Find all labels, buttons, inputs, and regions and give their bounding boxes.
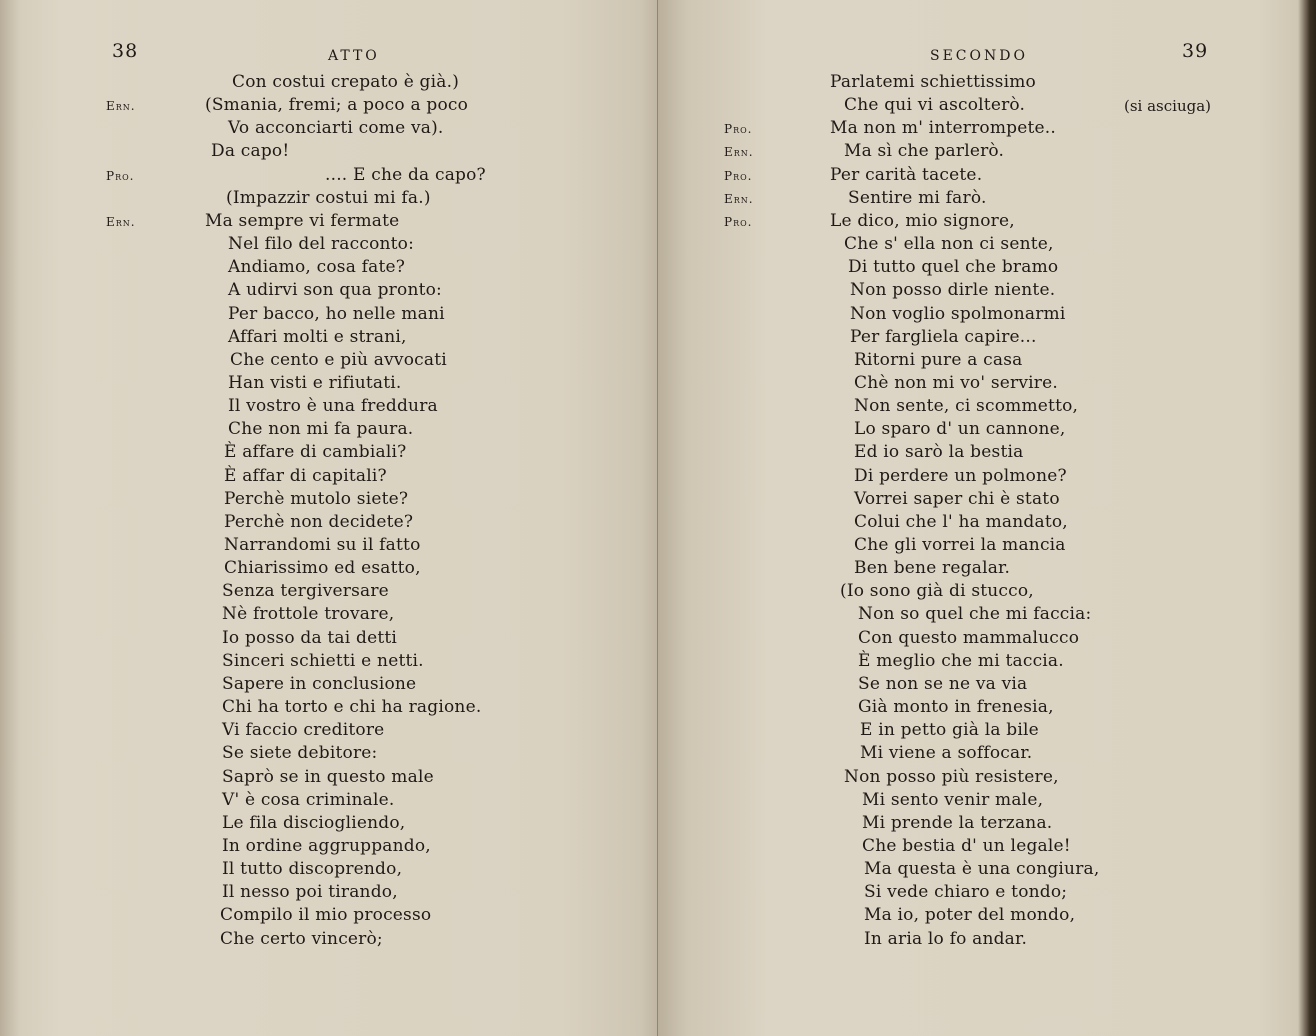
running-head: ATTO (328, 48, 380, 64)
verse-line: Sapere in conclusione (222, 674, 417, 694)
verse-line: Le fila disciogliendo, (222, 813, 406, 833)
page-number: 38 (112, 40, 139, 62)
speaker-label: Pro. (106, 169, 135, 183)
verse-line: Han visti e rifiutati. (228, 373, 402, 393)
verse-line: (Smania, fremi; a poco a poco (205, 95, 469, 115)
verse-line: Già monto in frenesia, (858, 697, 1054, 717)
stage-direction: (si asciuga) (1124, 97, 1212, 115)
verse-line: Per fargliela capire... (850, 327, 1037, 347)
verse-line: Non posso dirle niente. (850, 280, 1056, 300)
verse-line: Nel filo del racconto: (228, 234, 415, 254)
verse-line: Perchè mutolo siete? (224, 489, 409, 509)
verse-line: Ritorni pure a casa (854, 350, 1023, 370)
verse-line: Non voglio spolmonarmi (850, 304, 1066, 324)
running-head: SECONDO (930, 48, 1028, 64)
verse-line: Ben bene regalar. (854, 558, 1011, 578)
verse-line: Perchè non decidete? (224, 512, 414, 532)
verse-line: Andiamo, cosa fate? (228, 257, 406, 277)
speaker-label: Ern. (724, 145, 754, 159)
verse-line: Che bestia d' un legale! (862, 836, 1071, 856)
verse-line: È affar di capitali? (224, 466, 387, 486)
verse-line: Per bacco, ho nelle mani (228, 304, 445, 324)
verse-line: Non sente, ci scommetto, (854, 396, 1079, 416)
verse-line: Chè non mi vo' servire. (854, 373, 1058, 393)
verse-line: Per carità tacete. (830, 165, 983, 185)
verse-line: Saprò se in questo male (222, 767, 434, 787)
verse-line: Il nesso poi tirando, (222, 882, 398, 902)
verse-line: Ed io sarò la bestia (854, 442, 1024, 462)
verse-line: Con costui crepato è già.) (232, 72, 460, 92)
verse-line: Che cento e più avvocati (230, 350, 447, 370)
verse-line: Affari molti e strani, (228, 327, 407, 347)
verse-line: Parlatemi schiettissimo (830, 72, 1036, 92)
verse-line: Se siete debitore: (222, 743, 378, 763)
verse-line: È affare di cambiali? (224, 442, 407, 462)
verse-line: Di perdere un polmone? (854, 466, 1067, 486)
verse-line: Non posso più resistere, (844, 767, 1059, 787)
speaker-label: Ern. (106, 215, 136, 229)
verse-line: Colui che l' ha mandato, (854, 512, 1068, 532)
verse-line: Vi faccio creditore (222, 720, 385, 740)
verse-line: V' è cosa criminale. (222, 790, 395, 810)
verse-line: Che qui vi ascolterò. (844, 95, 1026, 115)
verse-line: (Io sono già di stucco, (840, 581, 1034, 601)
verse-line: E in petto già la bile (860, 720, 1039, 740)
verse-line: Mi viene a soffocar. (860, 743, 1033, 763)
verse-line: Se non se ne va via (858, 674, 1028, 694)
verse-line: .... E che da capo? (325, 165, 486, 185)
verse-line: Narrandomi su il fatto (224, 535, 421, 555)
verse-line: Che non mi fa paura. (228, 419, 414, 439)
verse-line: Chiarissimo ed esatto, (224, 558, 421, 578)
speaker-label: Pro. (724, 169, 753, 183)
verse-line: Di tutto quel che bramo (848, 257, 1059, 277)
verse-line: Vorrei saper chi è stato (854, 489, 1060, 509)
verse-line: Le dico, mio signore, (830, 211, 1015, 231)
verse-line: Ma io, poter del mondo, (864, 905, 1076, 925)
verse-line: È meglio che mi taccia. (858, 651, 1064, 671)
verse-line: (Impazzir costui mi fa.) (226, 188, 431, 208)
verse-line: Ma questa è una congiura, (864, 859, 1100, 879)
verse-line: In aria lo fo andar. (864, 929, 1028, 949)
verse-line: A udirvi son qua pronto: (228, 280, 442, 300)
gutter (657, 0, 658, 1036)
page-number: 39 (1182, 40, 1209, 62)
verse-line: Io posso da tai detti (222, 628, 398, 648)
verse-line: Sentire mi farò. (848, 188, 987, 208)
verse-line: Che s' ella non ci sente, (844, 234, 1054, 254)
speaker-label: Pro. (724, 122, 753, 136)
verse-line: Il tutto discoprendo, (222, 859, 403, 879)
verse-line: Sinceri schietti e netti. (222, 651, 424, 671)
verse-line: In ordine aggruppando, (222, 836, 431, 856)
verse-line: Da capo! (211, 141, 290, 161)
verse-line: Senza tergiversare (222, 581, 389, 601)
verse-line: Ma non m' interrompete.. (830, 118, 1057, 138)
verse-line: Chi ha torto e chi ha ragione. (222, 697, 482, 717)
verse-line: Mi sento venir male, (862, 790, 1044, 810)
verse-line: Il vostro è una freddura (228, 396, 438, 416)
verse-line: Ma sì che parlerò. (844, 141, 1005, 161)
verse-line: Che certo vincerò; (220, 929, 383, 949)
verse-line: Nè frottole trovare, (222, 604, 395, 624)
verse-line: Vo acconciarti come va). (228, 118, 444, 138)
verse-line: Ma sempre vi fermate (205, 211, 400, 231)
right-page (658, 0, 1316, 1036)
verse-line: Lo sparo d' un cannone, (854, 419, 1066, 439)
verse-line: Che gli vorrei la mancia (854, 535, 1066, 555)
speaker-label: Ern. (106, 99, 136, 113)
speaker-label: Pro. (724, 215, 753, 229)
speaker-label: Ern. (724, 192, 754, 206)
verse-line: Non so quel che mi faccia: (858, 604, 1092, 624)
verse-line: Si vede chiaro e tondo; (864, 882, 1068, 902)
verse-line: Con questo mammalucco (858, 628, 1080, 648)
verse-line: Mi prende la terzana. (862, 813, 1053, 833)
verse-line: Compilo il mio processo (220, 905, 432, 925)
